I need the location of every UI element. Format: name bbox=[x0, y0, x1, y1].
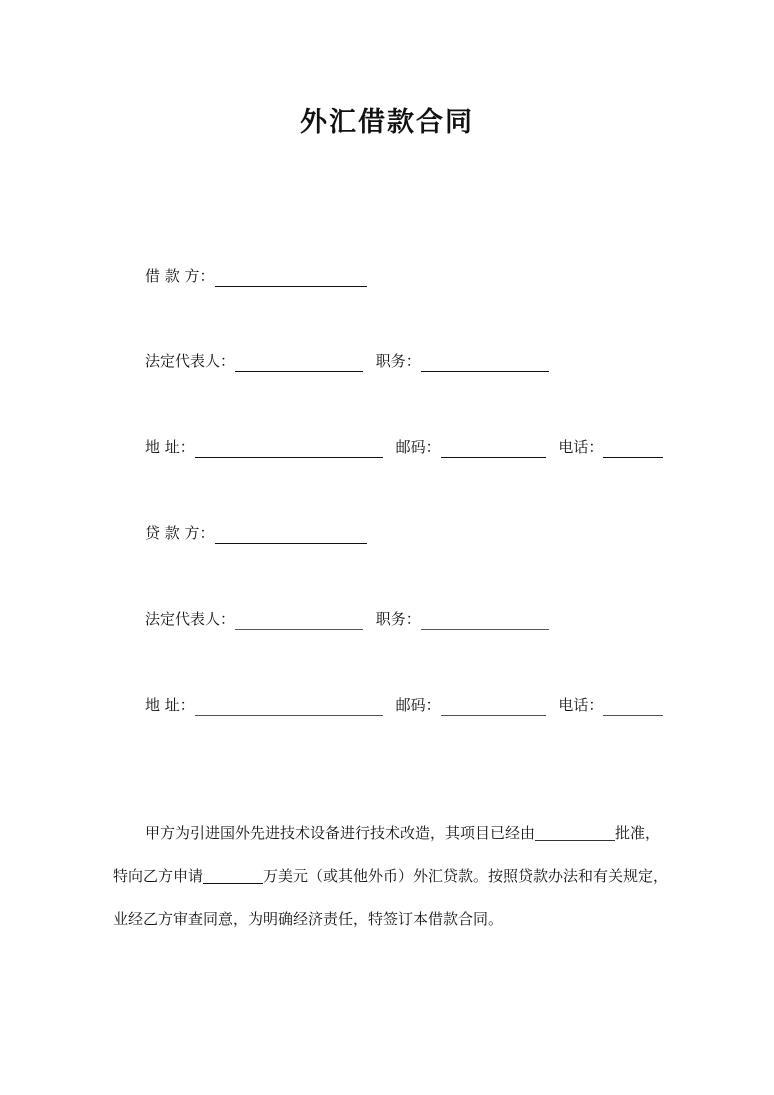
lender-address-field[interactable] bbox=[195, 697, 383, 716]
lender-row bbox=[145, 522, 367, 544]
preamble-line-3 bbox=[113, 898, 673, 941]
lender-phone-field[interactable] bbox=[603, 697, 663, 716]
lender-postcode-field[interactable] bbox=[441, 697, 546, 716]
lender-phone-label: 电话： bbox=[558, 696, 604, 714]
contract-preamble bbox=[113, 812, 673, 941]
lender-label: 贷 款 方： bbox=[145, 524, 215, 542]
preamble-text-1a: 甲方为引进国外先进技术设备进行技术改造，其项目已经由 bbox=[145, 824, 536, 842]
approval-authority-field[interactable] bbox=[535, 822, 615, 841]
lender-address-row bbox=[145, 694, 663, 716]
preamble-text-2b: 万美元（或其他外币）外汇贷款。按照贷款办法和有关规定， bbox=[263, 867, 669, 885]
lender-position-label: 职务： bbox=[375, 610, 421, 628]
lender-address-label: 地 址： bbox=[145, 696, 195, 714]
preamble-text-3: 业经乙方审查同意，为明确经济责任，特签订本借款合同。 bbox=[113, 910, 504, 928]
lender-legal-rep-field[interactable] bbox=[235, 611, 363, 630]
preamble-text-1b: 批准， bbox=[615, 824, 661, 842]
borrower-address-label: 地 址： bbox=[145, 438, 195, 456]
borrower-phone-field[interactable] bbox=[603, 439, 663, 458]
document-title: 外汇借款合同 bbox=[300, 107, 474, 138]
borrower-label: 借 款 方： bbox=[145, 267, 215, 285]
loan-amount-field[interactable] bbox=[203, 865, 263, 884]
borrower-postcode-label: 邮码： bbox=[395, 438, 441, 456]
borrower-legal-rep-label: 法定代表人： bbox=[145, 352, 236, 370]
borrower-row bbox=[145, 265, 367, 287]
borrower-rep-row bbox=[145, 350, 549, 372]
preamble-line-2 bbox=[113, 855, 673, 898]
borrower-phone-label: 电话： bbox=[558, 438, 604, 456]
lender-legal-rep-label: 法定代表人： bbox=[145, 610, 236, 628]
preamble-text-2a: 特向乙方申请 bbox=[113, 867, 204, 885]
borrower-name-field[interactable] bbox=[215, 268, 367, 287]
borrower-position-label: 职务： bbox=[375, 352, 421, 370]
borrower-position-field[interactable] bbox=[421, 353, 549, 372]
borrower-postcode-field[interactable] bbox=[441, 439, 546, 458]
borrower-legal-rep-field[interactable] bbox=[235, 353, 363, 372]
lender-rep-row bbox=[145, 608, 549, 630]
lender-name-field[interactable] bbox=[215, 525, 367, 544]
lender-postcode-label: 邮码： bbox=[395, 696, 441, 714]
borrower-address-field[interactable] bbox=[195, 439, 383, 458]
preamble-line-1 bbox=[113, 812, 673, 855]
borrower-address-row bbox=[145, 436, 663, 458]
lender-position-field[interactable] bbox=[421, 611, 549, 630]
